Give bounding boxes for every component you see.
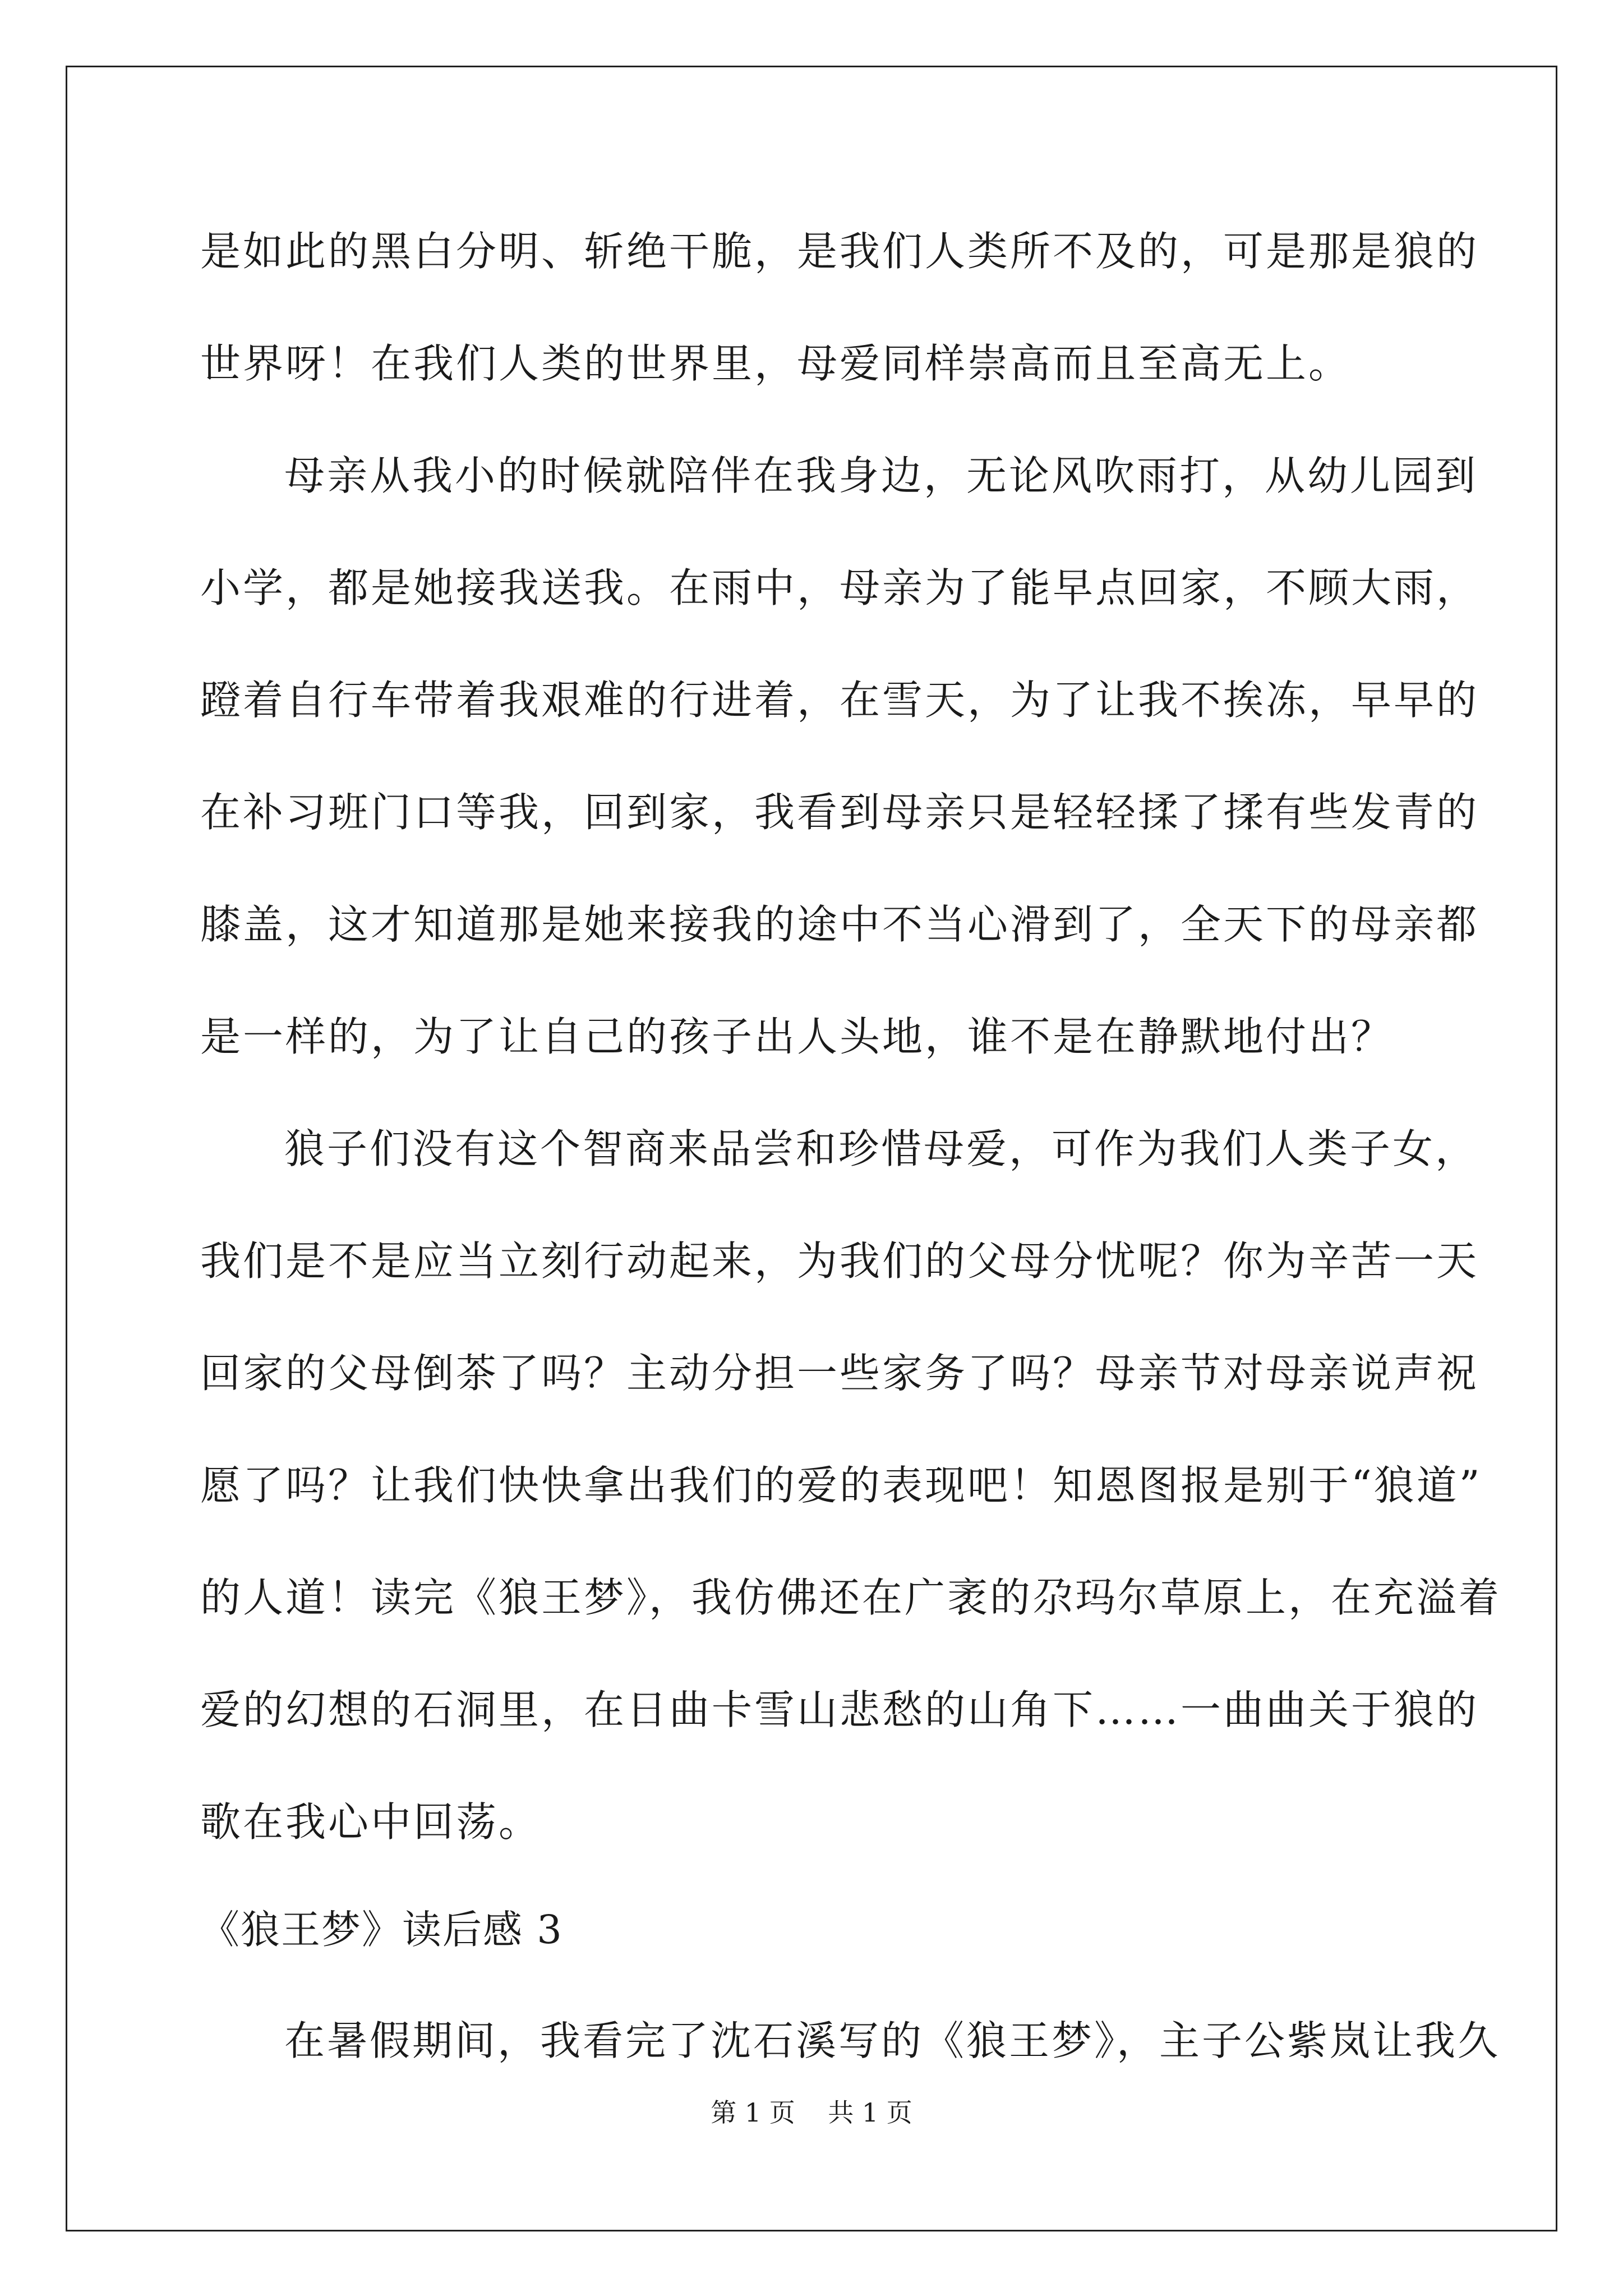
text-line: 是一样的，为了让自己的孩子出人头地，谁不是在静默地付出？ bbox=[200, 1013, 1394, 1060]
paragraph-1 bbox=[200, 213, 1479, 438]
text-line: 在暑假期间，我看完了沈石溪写的《狼王梦》，主子公紫岚让我久 bbox=[284, 2017, 1501, 2064]
text-line: 母亲从我小的时候就陪伴在我身边，无论风吹雨打，从幼儿园到 bbox=[284, 452, 1478, 499]
text-line: 蹬着自行车带着我艰难的行进着，在雪天，为了让我不挨冻，早早的 bbox=[200, 677, 1479, 724]
text-line: 世界呀！在我们人类的世界里，母爱同样崇高而且至高无上。 bbox=[200, 340, 1352, 387]
text-line: 回家的父母倒茶了吗？主动分担一些家务了吗？母亲节对母亲说声祝 bbox=[200, 1350, 1479, 1397]
section-heading: 《狼王梦》读后感 3 bbox=[200, 1907, 563, 1953]
text-line: 膝盖，这才知道那是她来接我的途中不当心滑到了，全天下的母亲都 bbox=[200, 901, 1479, 948]
text-line: 是如此的黑白分明、斩绝干脆，是我们人类所不及的，可是那是狼的 bbox=[200, 228, 1479, 275]
paragraph-2 bbox=[200, 438, 1479, 1111]
text-line: 我们是不是应当立刻行动起来，为我们的父母分忧呢？你为辛苦一天 bbox=[200, 1237, 1479, 1285]
text-line: 愿了吗？让我们快快拿出我们的爱的表现吧！知恩图报是别于“狼道” bbox=[200, 1462, 1482, 1509]
page-number-footer: 第 1 页 共 1 页 bbox=[711, 2097, 912, 2128]
text-line: 狼子们没有这个智商来品尝和珍惜母爱，可作为我们人类子女， bbox=[284, 1125, 1478, 1172]
text-line: 在补习班门口等我，回到家，我看到母亲只是轻轻揉了揉有些发青的 bbox=[200, 789, 1479, 836]
document-body bbox=[200, 213, 1502, 2115]
paragraph-3 bbox=[200, 1111, 1502, 1896]
text-line: 爱的幻想的石洞里，在日曲卡雪山悲愁的山角下……一曲曲关于狼的 bbox=[200, 1686, 1479, 1733]
text-line: 的人道！读完《狼王梦》，我仿佛还在广袤的尕玛尔草原上，在充溢着 bbox=[200, 1574, 1502, 1621]
text-line: 小学，都是她接我送我。在雨中，母亲为了能早点回家，不顾大雨， bbox=[200, 564, 1479, 611]
text-line: 歌在我心中回荡。 bbox=[200, 1798, 542, 1846]
